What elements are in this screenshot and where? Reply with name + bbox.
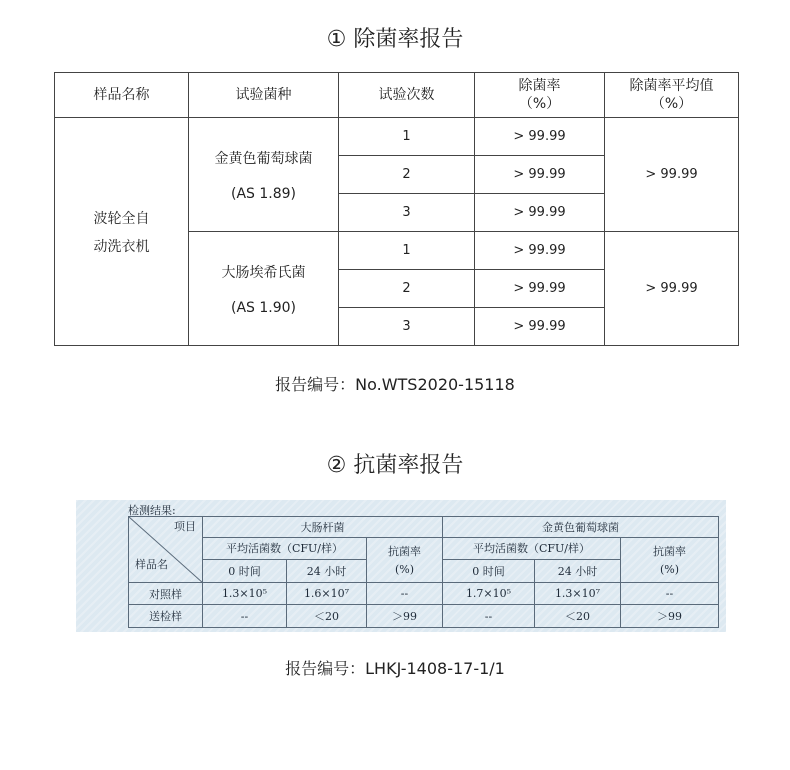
- scan-heading: 检测结果:: [128, 504, 176, 517]
- time-0-header: 0 时间: [443, 560, 535, 583]
- header-rate-average: [605, 73, 739, 118]
- rate-value: > 99.99: [475, 118, 605, 156]
- rate-header-label: 抗菌率: [653, 545, 686, 559]
- header-test-count: 试验次数: [339, 73, 475, 118]
- strain-code: (AS 1.89): [230, 185, 296, 202]
- cell-value: ＞99: [367, 605, 443, 628]
- run-number: 1: [339, 232, 475, 270]
- avg-count-header: 平均活菌数（CFU/样）: [203, 537, 367, 560]
- cell-value: ＞99: [621, 605, 719, 628]
- rate-value: > 99.99: [475, 194, 605, 232]
- table-row: [129, 605, 719, 628]
- time-24-header: 24 小时: [287, 560, 367, 583]
- rate-value: > 99.99: [475, 156, 605, 194]
- rate-header: [367, 537, 443, 582]
- run-number: 2: [339, 270, 475, 308]
- strain-code: (AS 1.90): [230, 299, 296, 316]
- rate-header-unit: (%): [394, 563, 415, 577]
- rate-value: > 99.99: [475, 232, 605, 270]
- run-number: 3: [339, 308, 475, 346]
- rate-value: > 99.99: [475, 308, 605, 346]
- sample-name-line1: 波轮全自: [93, 210, 150, 227]
- cell-value: ＜20: [535, 605, 621, 628]
- header-rate-average-label: 除菌率平均值: [629, 78, 714, 94]
- header-rate-average-unit: （%）: [650, 96, 693, 112]
- run-number: 2: [339, 156, 475, 194]
- avg-count-header: 平均活菌数（CFU/样）: [443, 537, 621, 560]
- strain-name: 大肠埃希氏菌: [221, 264, 306, 281]
- sample-name-line2: 动洗衣机: [93, 238, 150, 255]
- time-0-header: 0 时间: [203, 560, 287, 583]
- run-number: 1: [339, 118, 475, 156]
- cell-value: --: [367, 582, 443, 605]
- average-value: > 99.99: [605, 232, 739, 346]
- sample-name-cell: [55, 118, 189, 346]
- strain-name: 金黄色葡萄球菌: [214, 150, 313, 167]
- cell-value: --: [621, 582, 719, 605]
- header-test-strain: 试验菌种: [189, 73, 339, 118]
- header-rate-unit: （%）: [518, 96, 561, 112]
- time-24-header: 24 小时: [535, 560, 621, 583]
- cell-value: ＜20: [287, 605, 367, 628]
- cell-value: 1.3×10⁵: [203, 582, 287, 605]
- sterilization-rate-table: [54, 72, 739, 346]
- strain-cell: [189, 232, 339, 346]
- row-sample-name: 送检样: [129, 605, 203, 628]
- cell-value: 1.3×10⁷: [535, 582, 621, 605]
- rate-header-unit: (%): [659, 563, 680, 577]
- section2-title: ② 抗菌率报告: [326, 453, 464, 478]
- report-number-2: 报告编号：LHKJ-1408-17-1/1: [285, 659, 505, 678]
- corner-cell: [129, 517, 203, 583]
- antibacterial-report-scan: [76, 500, 726, 632]
- cell-value: 1.7×10⁵: [443, 582, 535, 605]
- rate-header-label: 抗菌率: [388, 545, 421, 559]
- header-rate: [475, 73, 605, 118]
- row-sample-name: 对照样: [129, 582, 203, 605]
- corner-top-label: 项目: [174, 520, 196, 533]
- cell-value: 1.6×10⁷: [287, 582, 367, 605]
- header-sample-name: 样品名称: [55, 73, 189, 118]
- rate-value: > 99.99: [475, 270, 605, 308]
- table-row: [129, 582, 719, 605]
- strain-a-header: 大肠杆菌: [203, 517, 443, 538]
- header-rate-label: 除菌率: [518, 78, 561, 94]
- report-number-1: 报告编号：No.WTS2020-15118: [275, 375, 515, 394]
- cell-value: --: [443, 605, 535, 628]
- strain-cell: [189, 118, 339, 232]
- run-number: 3: [339, 194, 475, 232]
- cell-value: --: [203, 605, 287, 628]
- rate-header: [621, 537, 719, 582]
- strain-b-header: 金黄色葡萄球菌: [443, 517, 719, 538]
- corner-bottom-label: 样品名: [135, 557, 168, 571]
- average-value: > 99.99: [605, 118, 739, 232]
- section1-title: ① 除菌率报告: [326, 27, 464, 52]
- antibacterial-rate-table: [128, 516, 719, 628]
